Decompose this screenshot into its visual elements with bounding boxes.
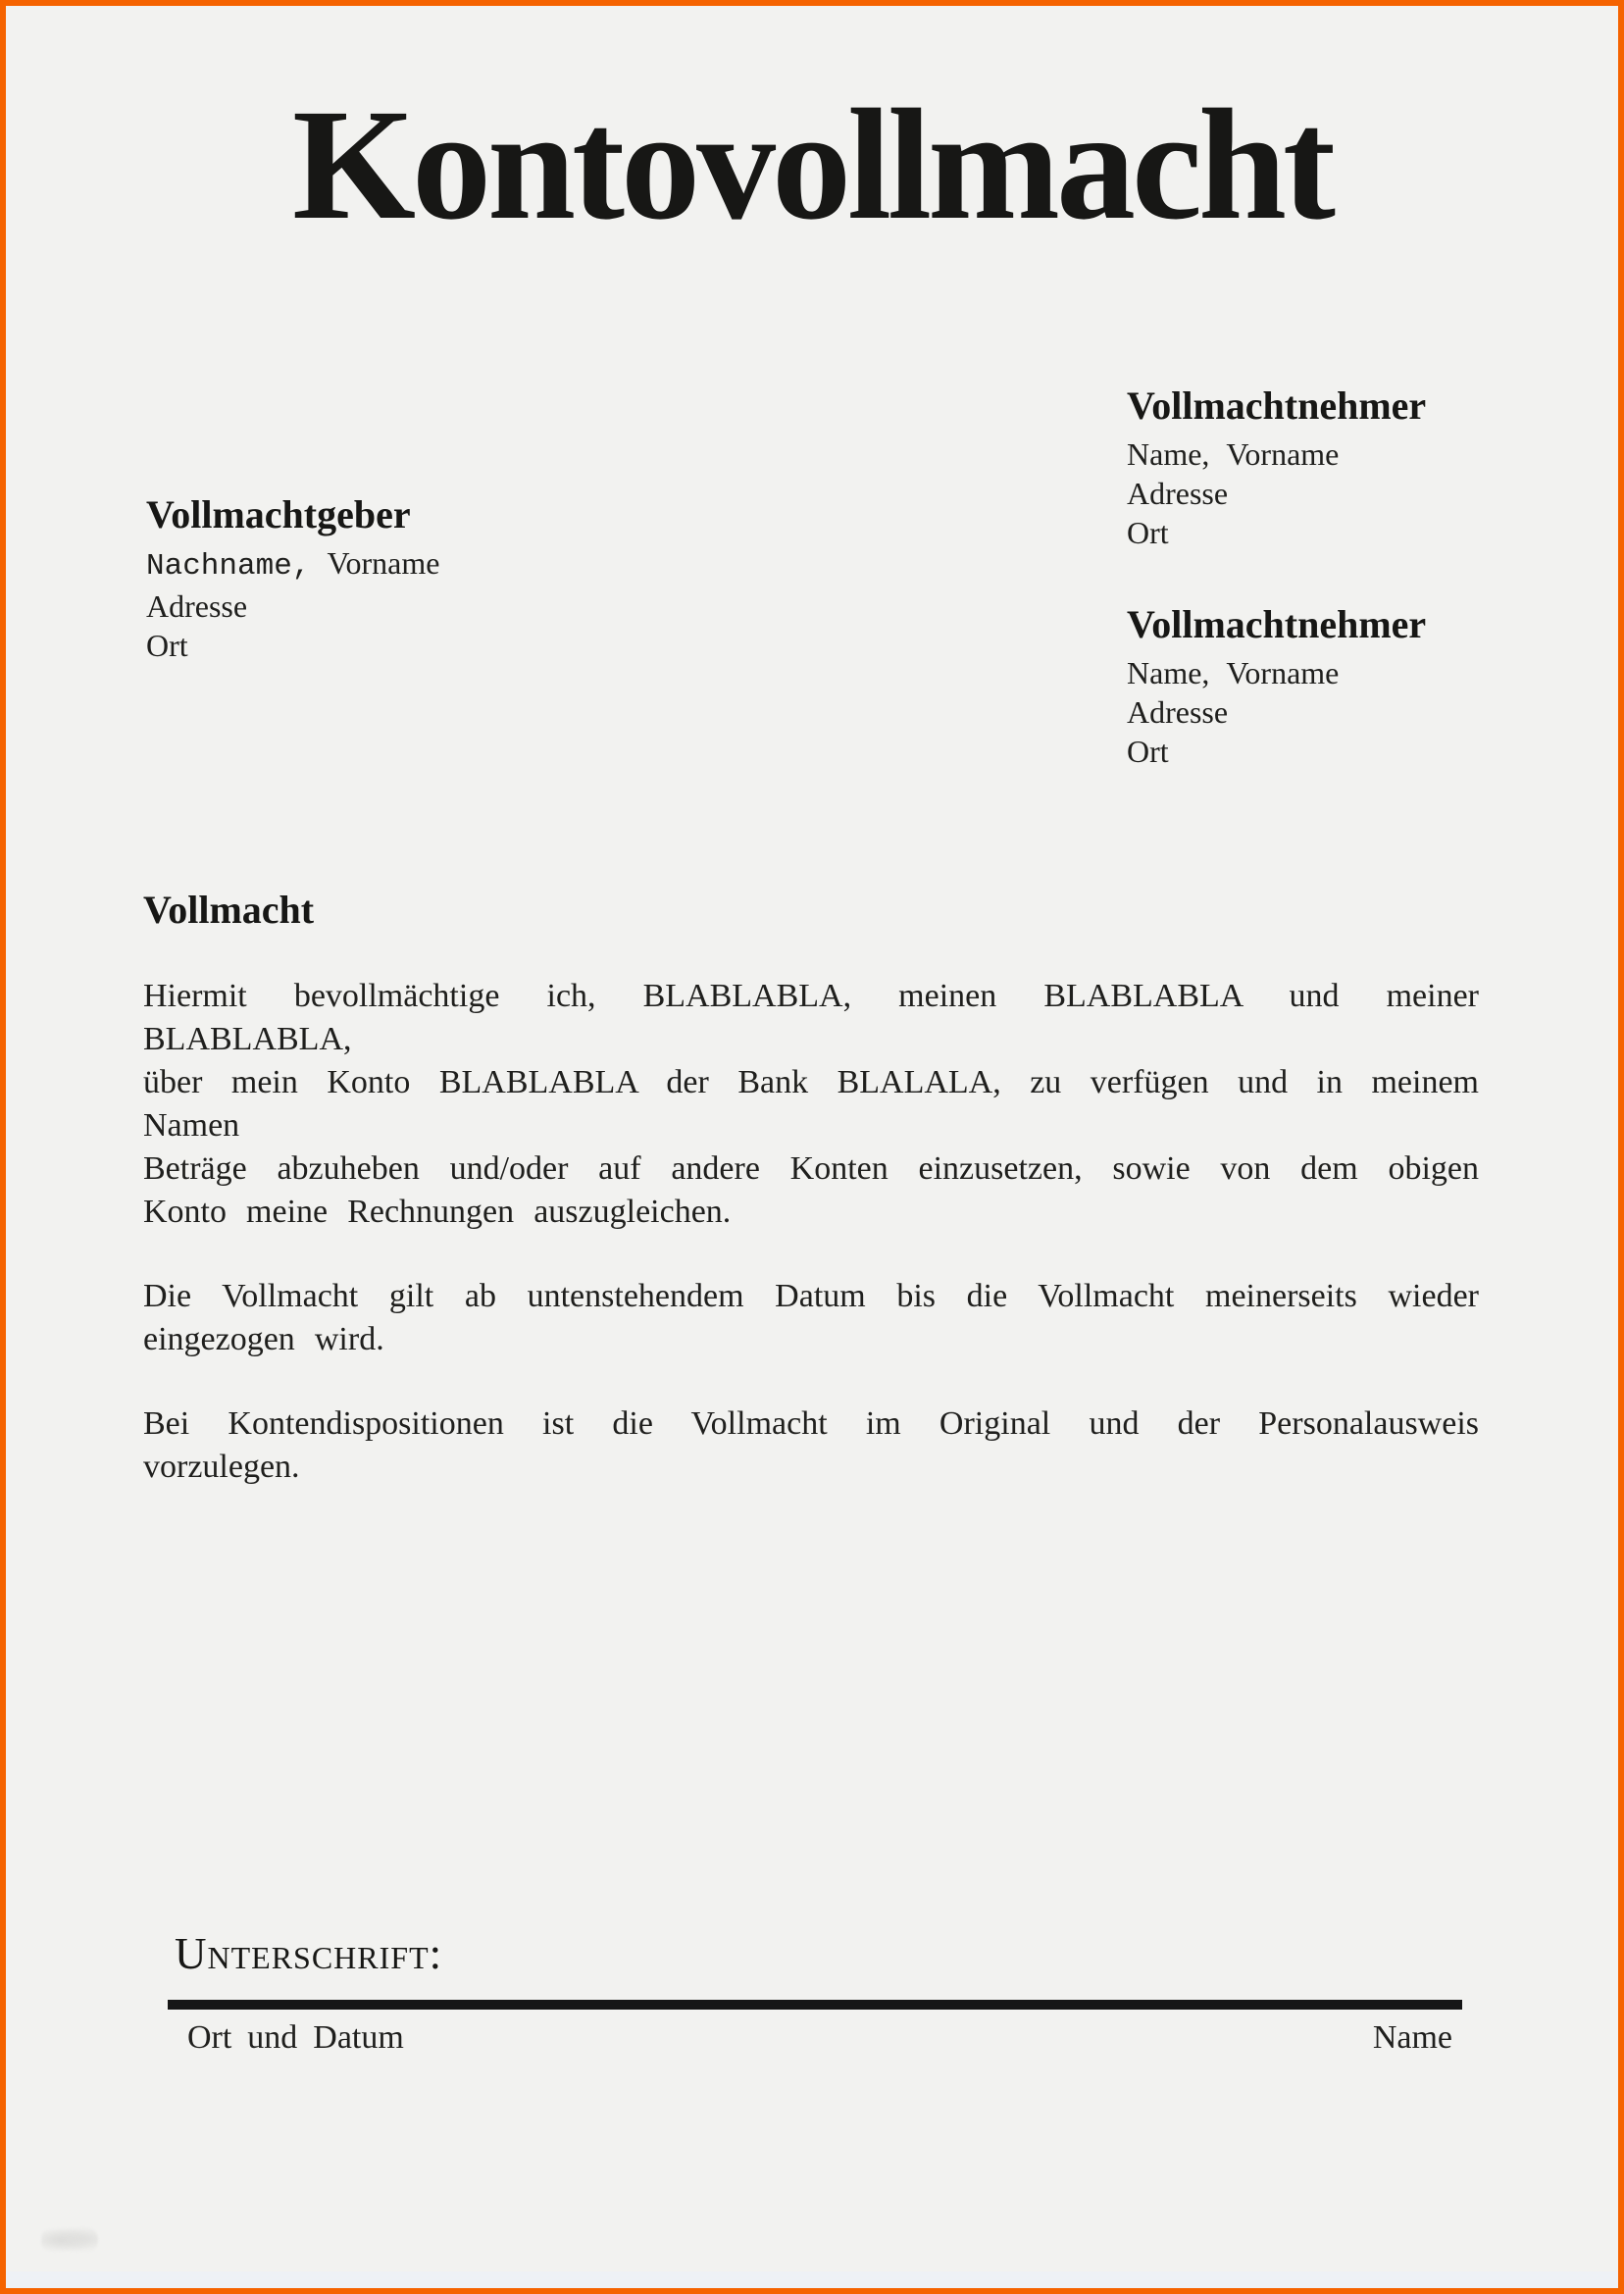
attorney-block-2 <box>1127 602 1426 771</box>
paragraph-1-line-4: Konto meine Rechnungen auszugleichen. <box>143 1194 732 1230</box>
grantor-city: Ort <box>146 628 188 663</box>
paragraph-2 <box>143 1275 1479 1361</box>
document-title: Kontovollmacht <box>292 77 1332 253</box>
attorney-2-heading: Vollmachtnehmer <box>1127 602 1427 646</box>
footer-strip <box>6 2271 1618 2288</box>
attorney-2-city: Ort <box>1127 734 1169 769</box>
attorney-1-heading: Vollmachtnehmer <box>1127 383 1427 428</box>
grantor-firstname-placeholder: Vorname <box>327 545 440 581</box>
signature-rule <box>168 2000 1462 2010</box>
paragraph-3-line-1: Bei Kontendispositionen ist die Vollmacht im Original und der Personalausweis <box>143 1405 1479 1442</box>
paragraph-3 <box>143 1402 1479 1489</box>
signature-captions <box>168 2018 1462 2058</box>
paragraph-1-line-1: Hiermit bevollmächtige ich, BLABLABLA, meinen BLABLABLA und meiner BLABLABLA, <box>143 978 1479 1057</box>
grantor-heading: Vollmachtgeber <box>146 492 411 536</box>
paragraph-3-line-2: vorzulegen. <box>143 1449 300 1485</box>
body-text <box>143 975 1479 1530</box>
paragraph-2-line-2: eingezogen wird. <box>143 1321 384 1357</box>
attorney-1-address: Adresse <box>1127 476 1229 511</box>
grantor-lastname-placeholder: Nachname, <box>146 549 311 584</box>
signature-label: Unterschrift: <box>175 1929 443 1978</box>
grantor-block <box>146 492 439 665</box>
grantor-address: Adresse <box>146 588 248 624</box>
signature-place-date-caption: Ort und Datum <box>187 2019 404 2056</box>
grantor-name <box>146 543 439 586</box>
paragraph-2-line-1: Die Vollmacht gilt ab untenstehendem Datum bis die Vollmacht meinerseits wieder <box>143 1278 1479 1314</box>
attorney-1-city: Ort <box>1127 515 1169 550</box>
signature-name-caption: Name <box>1372 2019 1452 2056</box>
paragraph-1 <box>143 975 1479 1234</box>
paragraph-1-line-3: Beträge abzuheben und/oder auf andere Konten einzusetzen, sowie von dem obigen <box>143 1150 1479 1187</box>
watermark <box>41 2227 98 2253</box>
attorney-2-address: Adresse <box>1127 694 1229 730</box>
attorney-2-name: Name, Vorname <box>1127 655 1340 690</box>
attorney-1-name: Name, Vorname <box>1127 436 1340 472</box>
attorney-block-1 <box>1127 383 1426 552</box>
paragraph-1-line-2: über mein Konto BLABLABLA der Bank BLALALA, zu verfügen und in meinem Namen <box>143 1064 1479 1144</box>
body-heading: Vollmacht <box>143 888 315 932</box>
